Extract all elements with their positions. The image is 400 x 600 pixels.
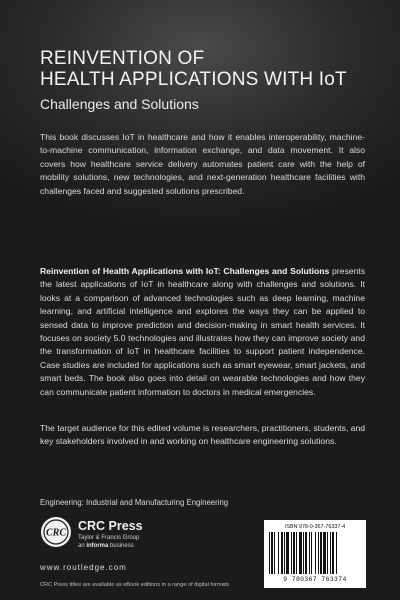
barcode-stripe xyxy=(284,532,285,574)
barcode-stripe xyxy=(330,532,331,574)
barcode-stripe xyxy=(296,532,297,574)
barcode-stripe xyxy=(286,532,289,574)
barcode-stripe xyxy=(327,532,328,574)
barcode-stripe xyxy=(309,532,310,574)
publisher-business xyxy=(78,543,134,549)
crc-logo-text: CRC xyxy=(45,527,67,539)
business-prefix: an xyxy=(78,543,87,549)
isbn-label: ISBN 978-0-367-76337-4 xyxy=(284,524,346,530)
paragraph-2-text: presents the latest applications of IoT in healthcare along with challenges and solutions. It looks at a comparison of advanced technologies such as deep learning, machine learning, and artificial intelligence and explores the ways they can be applied to sensed data to improve prediction and decision-making in smart health services. It focuses on society 5.0 technologies and illustrates how they can improve society and the transformation of IoT in healthcare facilities to support patient independence. Case studies are included for applications such as smart eyewear, smart jackets, and smart beds. The book also goes into detail on wearable technologies and how they can communicate patient information to doctors in medical emergencies. xyxy=(40,266,365,397)
barcode-stripe xyxy=(274,532,275,574)
barcode-stripe xyxy=(323,532,326,574)
publisher-block xyxy=(40,516,170,560)
barcode-stripe xyxy=(271,532,273,574)
title-line-2: HEALTH APPLICATIONS WITH IoT xyxy=(40,69,347,90)
barcode-stripe xyxy=(269,532,270,574)
description-paragraph-1: This book discusses IoT in healthcare and how it enables interoperability, machine-to-machine communication, information exchange, and data movement. It also covers how healthcare service delivery automates patient care with the help of mobility solutions, new technologies, and next-generation healthcare facilities with challenges faced and suggested solutions prescribed. xyxy=(40,132,365,196)
barcode-stripe xyxy=(299,532,302,574)
book-title xyxy=(40,48,370,90)
subject-category: Engineering: Industrial and Manufacturing Engineering xyxy=(40,498,229,507)
description-paragraph-2 xyxy=(40,265,365,399)
barcode-stripe xyxy=(293,532,295,574)
publisher-group: Taylor & Francis Group xyxy=(78,535,140,541)
publisher-website: www.routledge.com xyxy=(40,563,127,572)
barcode-stripe xyxy=(318,532,319,574)
barcode-digits: 9 780367 763374 xyxy=(283,576,347,583)
publisher-name: CRC Press xyxy=(78,519,143,533)
description-paragraph-3: The target audience for this edited volume is researchers, practitioners, students, and key stakeholders involved in and working on healthcare engineering solutions. xyxy=(40,423,365,447)
barcode-stripe xyxy=(303,532,304,574)
paragraph-2-bold-title: Reinvention of Health Applications with IoT: Challenges and Solutions xyxy=(40,266,330,276)
barcode-stripe xyxy=(336,532,337,574)
crc-logo-icon xyxy=(40,516,72,548)
barcode-icon xyxy=(269,532,361,576)
barcode-stripe xyxy=(320,532,322,574)
title-line-1: REINVENTION OF xyxy=(40,48,205,69)
barcode-stripe xyxy=(305,532,307,574)
business-suffix: business xyxy=(108,543,134,549)
book-subtitle: Challenges and Solutions xyxy=(40,96,199,112)
barcode-stripe xyxy=(311,532,312,574)
business-brand: informa xyxy=(86,543,109,549)
barcode-stripe xyxy=(315,532,316,574)
isbn-barcode xyxy=(264,520,366,588)
barcode-stripe xyxy=(291,532,292,574)
barcode-stripe xyxy=(281,532,283,574)
barcode-stripe xyxy=(278,532,279,574)
ebook-footnote: CRC Press titles are available as eBook editions in a range of digital formats xyxy=(40,582,230,588)
barcode-stripe xyxy=(332,532,334,574)
